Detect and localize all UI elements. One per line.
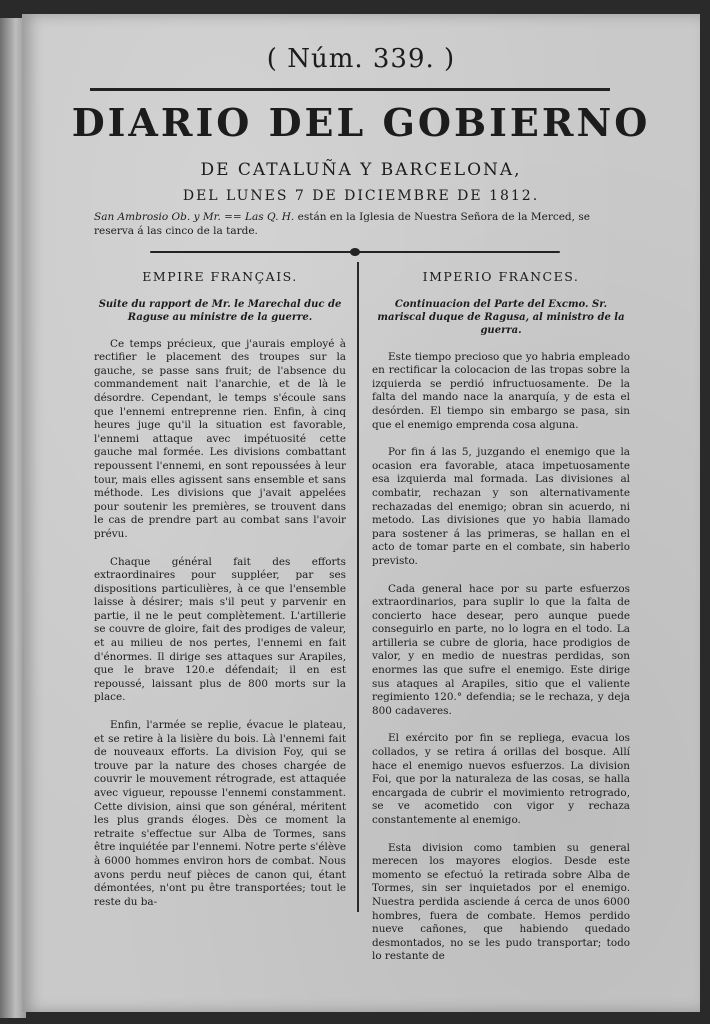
column-divider <box>357 262 359 912</box>
newspaper-page <box>22 14 700 1012</box>
left-paragraph: Chaque général fait des efforts extraordinaires pour suppléer, par ses dispositions particulières, à ce que l'ensemble laisse à désirer; mais s'il peut y parvenir en partie, il ne le peut complètement. L'artillerie se couvre de gloire, fait des prodiges de valeur, et au milieu de nos pertes, l'ennemi en fait d'énormes. Il dirige ses attaques sur Arapiles, que le brave 120.e défendait; il en est repoussé, laissant plus de 800 morts sur la place. <box>94 555 346 704</box>
right-column-heading: IMPERIO FRANCES. <box>422 269 580 284</box>
right-paragraph: El exército por fin se repliega, evacua los collados, y se retira á orillas del bosque. Allí hace el enemigo nuevos esfuerzos. La division Foi, que por la naturaleza de las cosas, se halla encargada de cubrir el movimiento retrogrado, se ve acometido con vigor y rechaza constantemente al enemigo. <box>372 732 630 826</box>
masthead-subtitle: DE CATALUÑA Y BARCELONA, <box>200 160 522 180</box>
left-column <box>94 262 346 912</box>
masthead-date: DEL LUNES 7 DE DICIEMBRE DE 1812. <box>182 188 540 204</box>
ornament-dot <box>350 248 360 256</box>
right-paragraph: Este tiempo precioso que yo habria empleado en rectificar la colocacion de las tropas sobre la izquierda se perdió infructuosamente. De la falta del mando nace la anarquía, y de esta el desórden. El tiempo sin embargo se pasa, sin que el enemigo emprenda cosa alguna. <box>372 350 630 431</box>
right-paragraph: Esta division como tambien su general merecen los mayores elogios. Desde este momento se efectuó la retirada sobre Alba de Tormes, sin ser inquietados por el enemigo. Nuestra perdida asciende á cerca de unos 6000 hombres, fuera de combate. Hemos perdido nueve cañones, que habiendo quedado desmontados, no se les pudo transportar; todo lo restante de <box>372 841 630 963</box>
left-paragraph: Ce temps précieux, que j'aurais employé à rectifier le placement des troupes sur la gauche, se passe sans fruit; de l'absence du commandement nait l'anarchie, et de là le désordre. Cependant, le temps s'écoule sans que l'ennemi entreprenne rien. Enfin, à cinq heures juge qu'il la situation est favorable, l'ennemi attaque avec impétuosité cette gauche mal formée. Les divisions combattant repoussent l'ennemi, en sont repoussées à leur tour, mais elles agissent sans ensemble et sans méthode. Les divisions que j'avait appelées pour soutenir les premières, se trouvent dans le cas de prendre part au combat sans l'avoir prévu. <box>94 337 346 540</box>
saint-notice-italic: San Ambrosio Ob. y Mr. == Las Q. H. <box>94 211 295 223</box>
left-paragraph: Enfin, l'armée se replie, évacue le plateau, et se retire à la lisière du bois. Là l'ennemi fait de nouveaux efforts. La division Foy, qui se trouve par la nature des choses chargée de couvrir le mouvement rétrograde, est attaquée avec vigueur, repousse l'ennemi constamment. Cette division, ainsi que son général, méritent les plus grands éloges. Dès ce moment la retraite s'effectue sur Alba de Tormes, sans être inquiétée par l'ennemi. Notre perte s'élève à 6000 hommes environ hors de combat. Nous avons perdu neuf pièces de canon qui, étant démontées, n'ont pu être transportées; tout le reste du ba- <box>94 719 346 908</box>
saint-notice-text: están en la Iglesia de Nuestra Señora de la Merced, se reserva á las cinco de la tarde. <box>94 211 590 237</box>
right-paragraph: Por fin á las 5, juzgando el enemigo que la ocasion era favorable, ataca impetuosamente esa izquierda mal formada. Las divisiones al combatir, rechazan y son alternativamente rechazadas del enemigo; obran sin acuerdo, ni metodo. Las divisiones que yo habia llamado para sostener á las primeras, se hallan en el acto de tomar parte en el combate, sin haberlo previsto. <box>372 446 630 567</box>
right-column <box>372 262 630 963</box>
left-column-subheading: Suite du rapport de Mr. le Marechal duc de Raguse au ministre de la guerre. <box>98 298 342 323</box>
right-column-subheading: Continuacion del Parte del Excmo. Sr. mariscal duque de Ragusa, al ministro de la guerra. <box>377 298 625 336</box>
masthead-title: DIARIO DEL GOBIERNO <box>71 100 651 145</box>
saint-notice <box>94 210 630 238</box>
ornamental-rule <box>150 250 560 254</box>
left-column-heading: EMPIRE FRANÇAIS. <box>142 269 298 284</box>
right-paragraph: Cada general hace por su parte esfuerzos extraordinarios, para suplir lo que la falta de concierto hace desear, pero aunque puede conseguirlo en parte, no lo logra en el todo. La artilleria se cubre de gloria, hace prodigios de valor, y en medio de nuestras perdidas, son enormes las que sufre el enemigo. Este dirige sus ataques al Arapiles, sitio que el valiente regimiento 120.° defendia; se le rechaza, y deja 800 cadaveres. <box>372 582 630 717</box>
issue-number: ( Núm. 339. ) <box>266 44 456 74</box>
header-rule <box>90 88 610 91</box>
